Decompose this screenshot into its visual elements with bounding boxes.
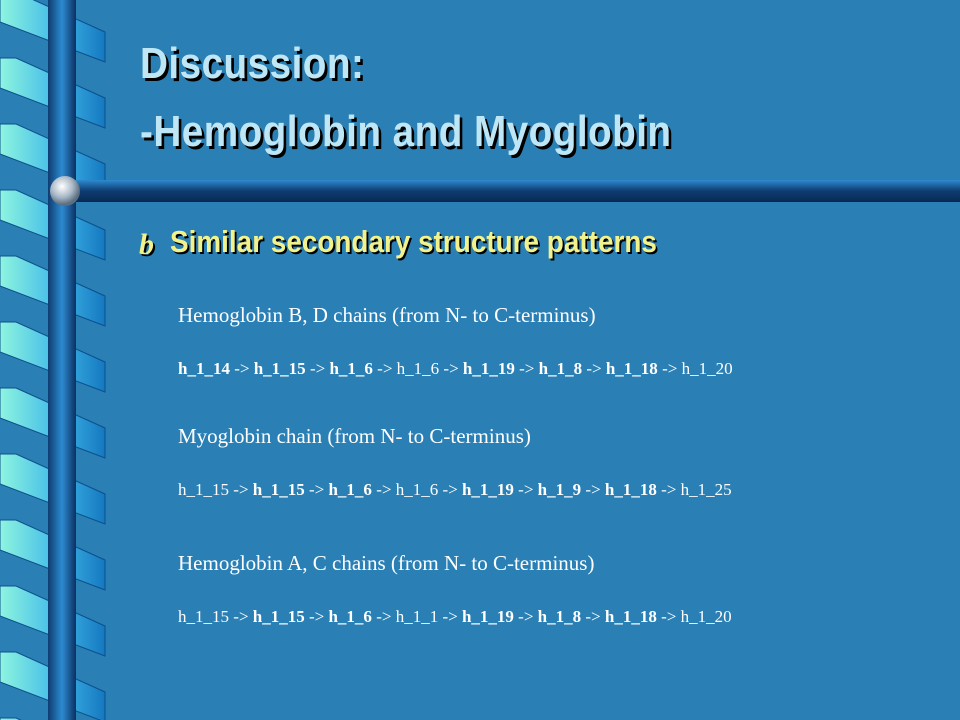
section-heading-myoglobin: Myoglobin chain (from N- to C-terminus) [178, 424, 531, 448]
helix-token: h_1_20 [680, 607, 732, 626]
helix-token: h_1_6 [328, 607, 372, 626]
title-divider [48, 174, 960, 210]
helix-token: h_1_6 [395, 480, 439, 499]
sequence-arrow: -> [582, 359, 606, 378]
sequence-arrow: -> [304, 607, 329, 626]
sequence-arrow: -> [438, 480, 462, 499]
decorative-ribbon [0, 0, 110, 720]
section-heading-hb-ac: Hemoglobin A, C chains (from N- to C-terminus) [178, 551, 595, 575]
divider-sphere-icon [50, 176, 80, 206]
sequence-arrow: -> [229, 607, 253, 626]
helix-token: h_1_25 [680, 480, 732, 499]
helix-token: h_1_20 [681, 359, 733, 378]
sequence-myoglobin [178, 481, 732, 498]
sequence-arrow: -> [229, 480, 253, 499]
helix-token: h_1_15 [253, 359, 306, 378]
helix-token: h_1_19 [462, 359, 515, 378]
sequence-arrow: -> [581, 480, 605, 499]
helix-token: h_1_19 [461, 607, 514, 626]
sequence-arrow: -> [514, 359, 539, 378]
sequence-arrow: -> [657, 359, 682, 378]
helix-token: h_1_1 [395, 607, 439, 626]
helix-token: h_1_18 [604, 607, 657, 626]
helix-token: h_1_15 [178, 480, 229, 499]
sequence-arrow: -> [513, 607, 538, 626]
sequence-hb-ac [178, 608, 732, 625]
sequence-arrow: -> [439, 359, 463, 378]
sequence-hb-bd [178, 360, 733, 377]
helix-token: h_1_6 [329, 359, 373, 378]
sequence-arrow: -> [372, 359, 397, 378]
helix-token: h_1_18 [605, 359, 658, 378]
helix-token: h_1_15 [178, 607, 229, 626]
helix-token: h_1_8 [538, 359, 583, 378]
bullet-icon: b [139, 228, 154, 261]
sequence-arrow: -> [371, 480, 396, 499]
slide-title-line-2: -Hemoglobin and Myoglobin [140, 107, 672, 156]
sequence-arrow: -> [304, 480, 329, 499]
helix-token: h_1_14 [178, 359, 230, 378]
sequence-arrow: -> [656, 607, 681, 626]
sequence-arrow: -> [305, 359, 330, 378]
helix-token: h_1_15 [252, 480, 305, 499]
ribbon-pole [48, 0, 76, 720]
divider-bar [62, 180, 960, 202]
sequence-arrow: -> [229, 359, 254, 378]
section-heading-hb-bd: Hemoglobin B, D chains (from N- to C-terminus) [178, 303, 596, 327]
helix-token: h_1_6 [328, 480, 372, 499]
sequence-arrow: -> [656, 480, 681, 499]
helix-token: h_1_15 [252, 607, 305, 626]
sequence-arrow: -> [581, 607, 605, 626]
helix-token: h_1_19 [461, 480, 514, 499]
helix-token: h_1_18 [604, 480, 657, 499]
helix-token: h_1_6 [396, 359, 440, 378]
slide-title-line-1: Discussion: [140, 39, 365, 88]
helix-token: h_1_9 [537, 480, 582, 499]
sequence-arrow: -> [438, 607, 462, 626]
sequence-arrow: -> [371, 607, 396, 626]
bullet-text: Similar secondary structure patterns [170, 224, 657, 259]
sequence-arrow: -> [513, 480, 538, 499]
helix-token: h_1_8 [537, 607, 582, 626]
